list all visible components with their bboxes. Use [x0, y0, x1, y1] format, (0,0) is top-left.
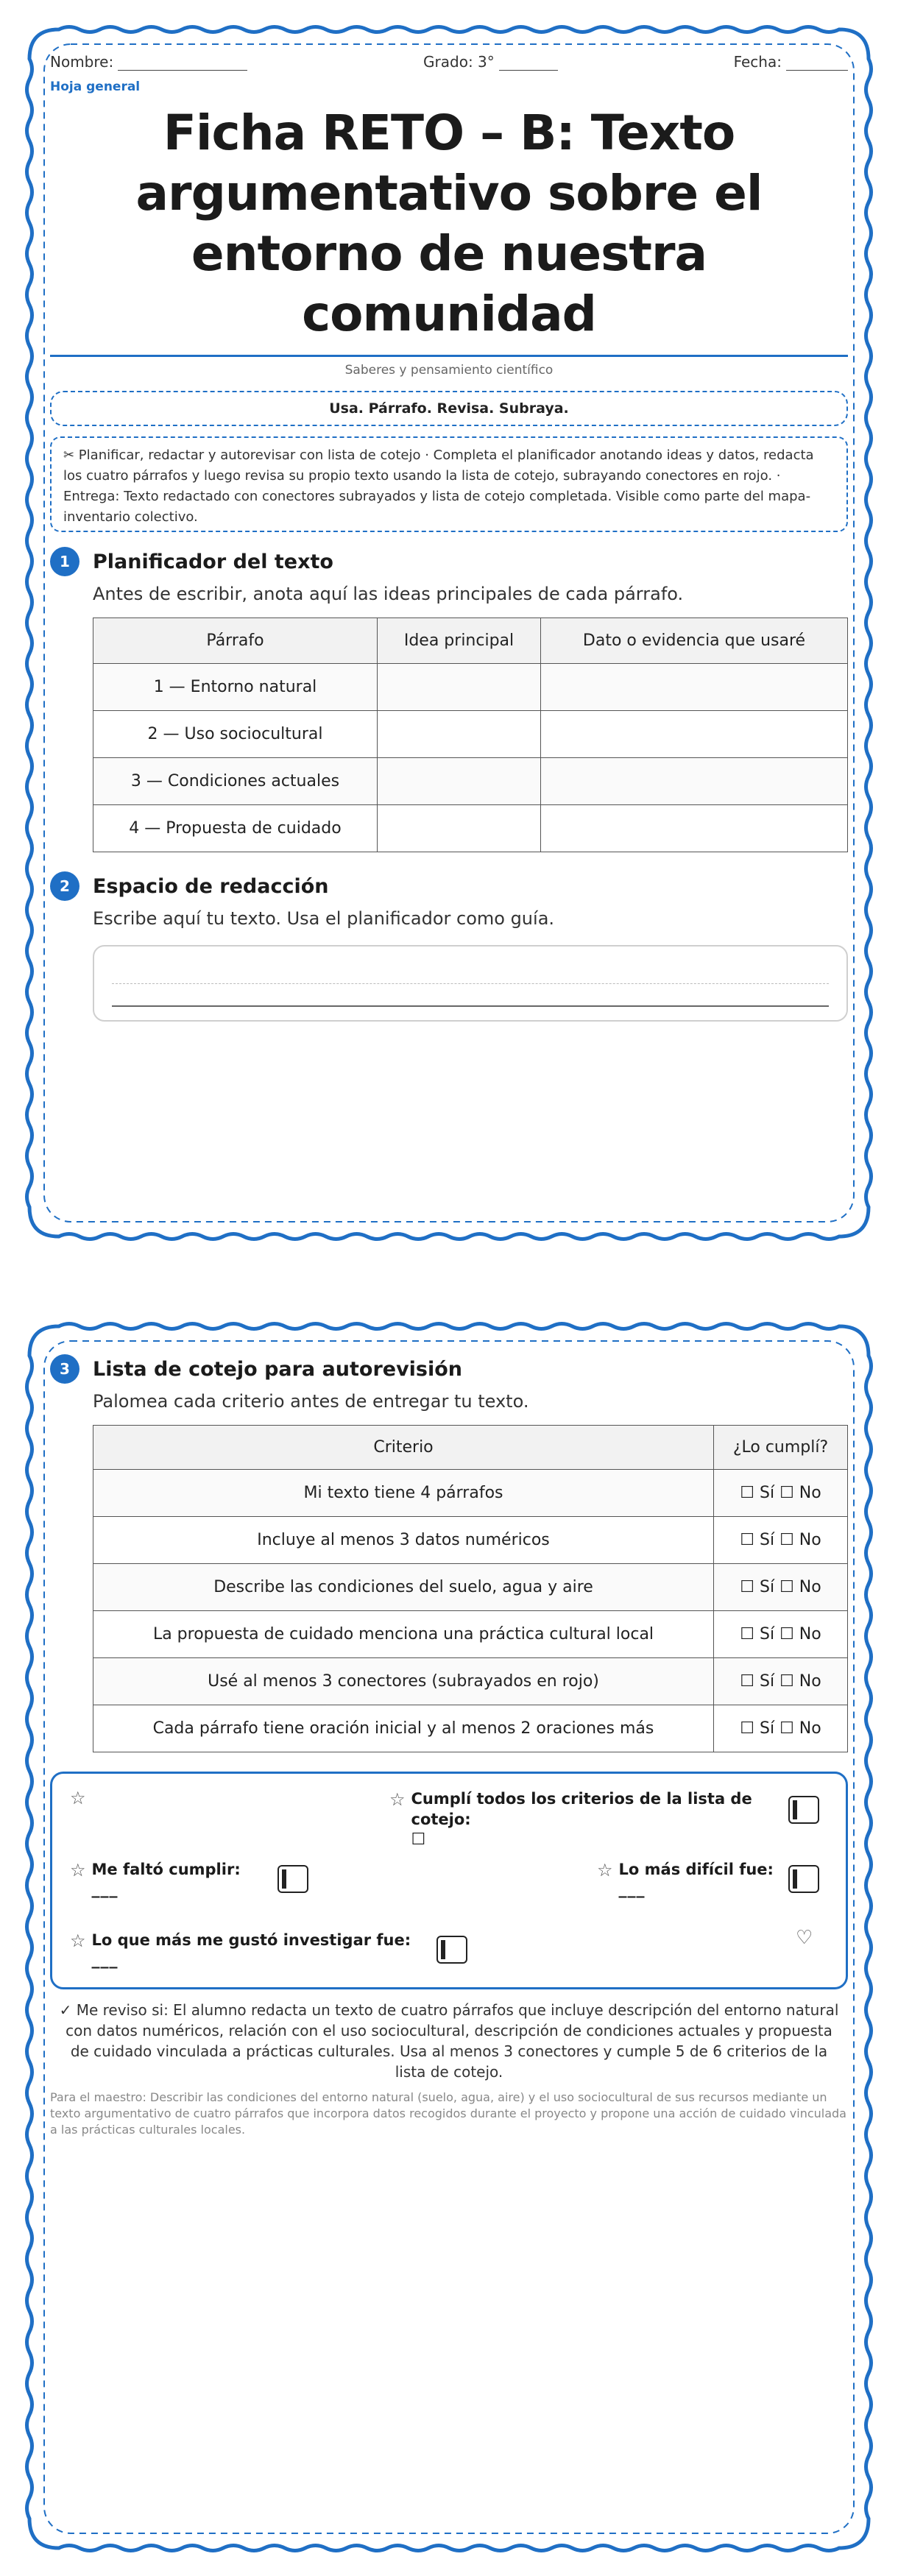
- instructions-box: ✂ Planificar, redactar y autorevisar con lista de cotejo · Completa el planificador anotando ideas y datos, redacta los cuatro párrafos y luego revisa su propio texto usando la lista de cotejo, subrayando conectores en rojo. · Entrega: Texto redactado con conectores subrayados y lista de cotejo completada. Visible como parte del mapa-inventario colectivo.: [50, 436, 848, 532]
- toggle-checkbox[interactable]: [788, 1796, 819, 1824]
- criterion-cell: Mi texto tiene 4 párrafos: [93, 1470, 714, 1517]
- yes-no-checkbox[interactable]: ☐ Sí ☐ No: [714, 1564, 848, 1611]
- section-2-header: [50, 871, 848, 901]
- table-row: [93, 711, 848, 758]
- table-row: [93, 1658, 848, 1705]
- date-field[interactable]: [786, 56, 848, 71]
- reflection-checkbox[interactable]: ☐: [411, 1830, 426, 1849]
- planner-evidence-cell[interactable]: [541, 664, 848, 711]
- checklist-header-criterion: Criterio: [93, 1426, 714, 1470]
- planner-evidence-cell[interactable]: [541, 711, 848, 758]
- reflection-all-criteria: [389, 1788, 772, 1850]
- yes-no-checkbox[interactable]: ☐ Sí ☐ No: [714, 1658, 848, 1705]
- planner-header-paragraph: Párrafo: [93, 618, 378, 664]
- table-row: [93, 664, 848, 711]
- criterion-cell: Incluye al menos 3 datos numéricos: [93, 1517, 714, 1564]
- teacher-note: Para el maestro: Describir las condiciones del entorno natural (suelo, agua, aire) y el uso sociocultural de sus recursos mediante un texto argumentativo de cuatro párrafos que incorpora datos recogidos durante el proyecto y propone una acción de cuidado vinculada a las prácticas culturales locales.: [50, 2090, 846, 2137]
- toggle-checkbox[interactable]: [436, 1936, 467, 1964]
- table-row: [93, 1517, 848, 1564]
- page-title: Ficha RETO – B: Texto argumentativo sobre el entorno de nuestra comunidad: [135, 105, 763, 342]
- worksheet-page-2: [22, 1319, 876, 2555]
- section-title: Espacio de redacción: [93, 874, 329, 898]
- table-row: [93, 1470, 848, 1517]
- planner-idea-cell[interactable]: [378, 711, 541, 758]
- self-check-note: ✓ Me reviso si: El alumno redacta un texto de cuatro párrafos que incluye descripción del entorno natural con datos numéricos, relación con el uso sociocultural, descripción de condiciones actuales y propuesta de cuidado vinculada a prácticas culturales. Usa al menos 3 conectores y cumple 5 de 6 criterios de la lista de cotejo.: [59, 2001, 839, 2081]
- section-3-header: [50, 1354, 848, 1384]
- star-icon: ☆: [70, 1788, 86, 1808]
- reflection-label: Lo que más me gustó investigar fue:: [91, 1931, 411, 1949]
- motto-banner: Usa. Párrafo. Revisa. Subraya.: [50, 391, 848, 426]
- star-icon: ☆: [70, 1860, 86, 1880]
- table-row: [93, 1705, 848, 1752]
- table-row: [93, 805, 848, 852]
- section-title: Lista de cotejo para autorevisión: [93, 1357, 463, 1381]
- criterion-cell: Describe las condiciones del suelo, agua y aire: [93, 1564, 714, 1611]
- reflection-box: [50, 1772, 848, 1989]
- yes-no-checkbox[interactable]: ☐ Sí ☐ No: [714, 1517, 848, 1564]
- section-1-header: [50, 547, 848, 576]
- sheet-badge: Hoja general: [50, 79, 141, 94]
- planner-idea-cell[interactable]: [378, 758, 541, 805]
- section-number-badge: 3: [50, 1354, 79, 1384]
- section-title: Planificador del texto: [93, 550, 333, 573]
- planner-header-idea: Idea principal: [378, 618, 541, 664]
- reflection-label: Me faltó cumplir:: [91, 1861, 241, 1878]
- reflection-label: Cumplí todos los criterios de la lista de cotejo:: [411, 1790, 752, 1828]
- star-icon: ☆: [597, 1860, 613, 1880]
- planner-idea-cell[interactable]: [378, 664, 541, 711]
- toggle-checkbox[interactable]: [788, 1865, 819, 1893]
- answer-blank[interactable]: ___: [618, 1880, 646, 1898]
- planner-paragraph-cell: 1 — Entorno natural: [93, 664, 378, 711]
- planner-evidence-cell[interactable]: [541, 758, 848, 805]
- reflection-hardest: [597, 1859, 774, 1898]
- table-row: [93, 758, 848, 805]
- section-number-badge: 1: [50, 547, 79, 576]
- worksheet-page-1: [22, 22, 876, 1244]
- yes-no-checkbox[interactable]: ☐ Sí ☐ No: [714, 1611, 848, 1658]
- grade-field[interactable]: [499, 56, 558, 71]
- criterion-cell: Usé al menos 3 conectores (subrayados en rojo): [93, 1658, 714, 1705]
- reflection-liked: [70, 1930, 411, 1969]
- planner-table: [93, 618, 848, 852]
- subject-label: Saberes y pensamiento científico: [344, 363, 554, 378]
- reflection-label: Lo más difícil fue:: [618, 1861, 774, 1878]
- planner-evidence-cell[interactable]: [541, 805, 848, 852]
- answer-blank[interactable]: ___: [91, 1880, 119, 1898]
- title-divider: [50, 355, 848, 357]
- section-number-badge: 2: [50, 871, 79, 901]
- section-subtitle: Antes de escribir, anota aquí las ideas principales de cada párrafo.: [93, 584, 684, 604]
- grade-label: Grado: 3°: [423, 53, 495, 71]
- criterion-cell: La propuesta de cuidado menciona una práctica cultural local: [93, 1611, 714, 1658]
- planner-paragraph-cell: 3 — Condiciones actuales: [93, 758, 378, 805]
- planner-paragraph-cell: 4 — Propuesta de cuidado: [93, 805, 378, 852]
- yes-no-checkbox[interactable]: ☐ Sí ☐ No: [714, 1705, 848, 1752]
- heart-icon: ♡: [796, 1927, 813, 1949]
- guide-line-dashed: [112, 983, 829, 984]
- planner-header-evidence: Dato o evidencia que usaré: [541, 618, 848, 664]
- table-row: [93, 1611, 848, 1658]
- name-label: Nombre:: [50, 53, 114, 71]
- table-row: [93, 1564, 848, 1611]
- planner-idea-cell[interactable]: [378, 805, 541, 852]
- star-icon: ☆: [389, 1789, 406, 1810]
- star-icon: ☆: [70, 1931, 86, 1951]
- section-subtitle: Escribe aquí tu texto. Usa el planificador como guía.: [93, 908, 555, 929]
- criterion-cell: Cada párrafo tiene oración inicial y al menos 2 oraciones más: [93, 1705, 714, 1752]
- reflection-missed: [70, 1859, 241, 1898]
- answer-blank[interactable]: ___: [91, 1950, 119, 1969]
- guide-line-solid: [112, 1005, 829, 1007]
- date-label: Fecha:: [733, 53, 782, 71]
- toggle-checkbox[interactable]: [277, 1865, 308, 1893]
- header-fields: [50, 50, 848, 71]
- name-field[interactable]: [118, 56, 247, 71]
- section-subtitle: Palomea cada criterio antes de entregar tu texto.: [93, 1391, 529, 1412]
- checklist-header-done: ¿Lo cumplí?: [714, 1426, 848, 1470]
- yes-no-checkbox[interactable]: ☐ Sí ☐ No: [714, 1470, 848, 1517]
- planner-paragraph-cell: 2 — Uso sociocultural: [93, 711, 378, 758]
- writing-area[interactable]: [93, 945, 848, 1022]
- checklist-table: [93, 1425, 848, 1752]
